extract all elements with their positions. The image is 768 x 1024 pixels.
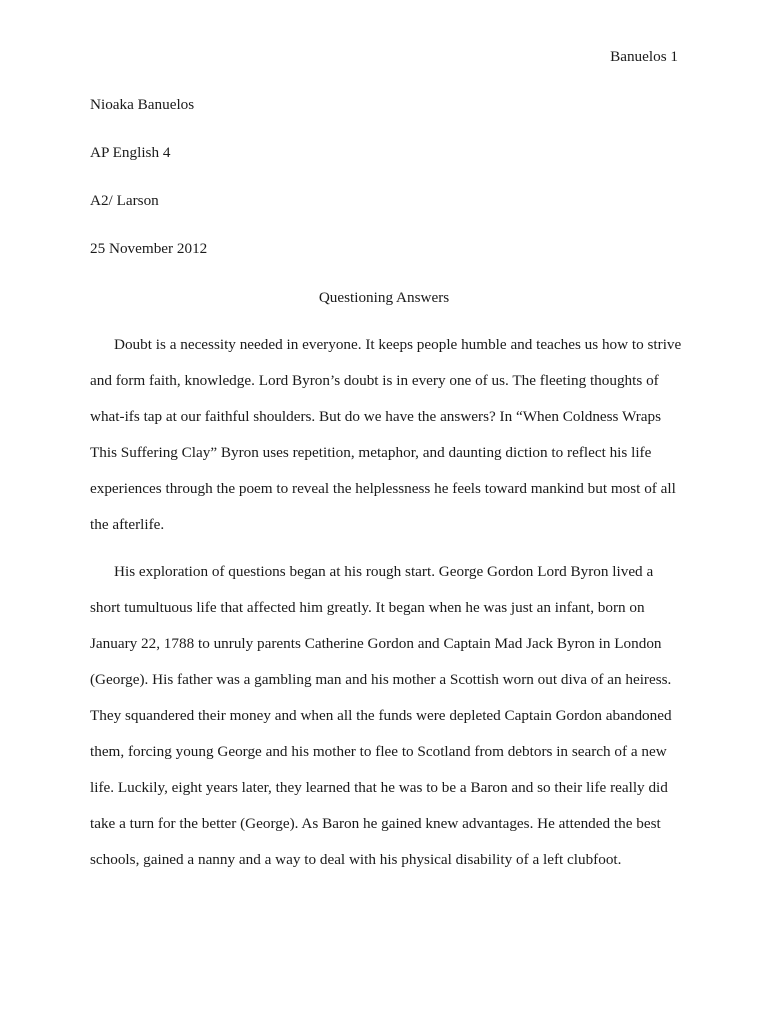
paragraph-line: them, forcing young George and his mother to flee to Scotland from debtors in search of a new bbox=[90, 743, 667, 760]
paragraph-line: the afterlife. bbox=[90, 516, 165, 533]
paragraph-line: January 22, 1788 to unruly parents Catherine Gordon and Captain Mad Jack Byron in London bbox=[90, 635, 662, 652]
running-header: Banuelos 1 bbox=[610, 48, 678, 65]
paragraph-line: (George). His father was a gambling man and his mother a Scottish worn out diva of an heiress. bbox=[90, 671, 672, 688]
paragraph-1 bbox=[90, 335, 681, 551]
paragraph-line: schools, gained a nanny and a way to deal with his physical disability of a left clubfoot. bbox=[90, 851, 622, 868]
paragraph-line: short tumultuous life that affected him greatly. It began when he was just an infant, born on bbox=[90, 599, 645, 616]
paragraph-line: what-ifs tap at our faithful shoulders. But do we have the answers? In “When Coldness Wraps bbox=[90, 408, 662, 425]
author-name: Nioaka Banuelos bbox=[90, 96, 195, 113]
paragraph-line: Doubt is a necessity needed in everyone. It keeps people humble and teaches us how to strive bbox=[114, 336, 682, 353]
paragraph-2 bbox=[90, 562, 672, 886]
paragraph-line: This Suffering Clay” Byron uses repetition, metaphor, and daunting diction to reflect his life bbox=[90, 444, 652, 461]
essay-title: Questioning Answers bbox=[318, 289, 450, 306]
paragraph-line: life. Luckily, eight years later, they learned that he was to be a Baron and so their life really did bbox=[90, 779, 668, 796]
paragraph-line: They squandered their money and when all the funds were depleted Captain Gordon abandoned bbox=[90, 707, 672, 724]
essay-date: 25 November 2012 bbox=[90, 240, 208, 257]
paragraph-line: and form faith, knowledge. Lord Byron’s doubt is in every one of us. The fleeting thoughts of bbox=[90, 372, 659, 389]
class-section: A2/ Larson bbox=[90, 192, 159, 209]
paragraph-line: experiences through the poem to reveal the helplessness he feels toward mankind but most of all bbox=[90, 480, 676, 497]
course-name: AP English 4 bbox=[90, 144, 171, 161]
paragraph-line: take a turn for the better (George). As Baron he gained knew advantages. He attended the best bbox=[90, 815, 661, 832]
paragraph-line: His exploration of questions began at his rough start. George Gordon Lord Byron lived a bbox=[114, 563, 654, 580]
